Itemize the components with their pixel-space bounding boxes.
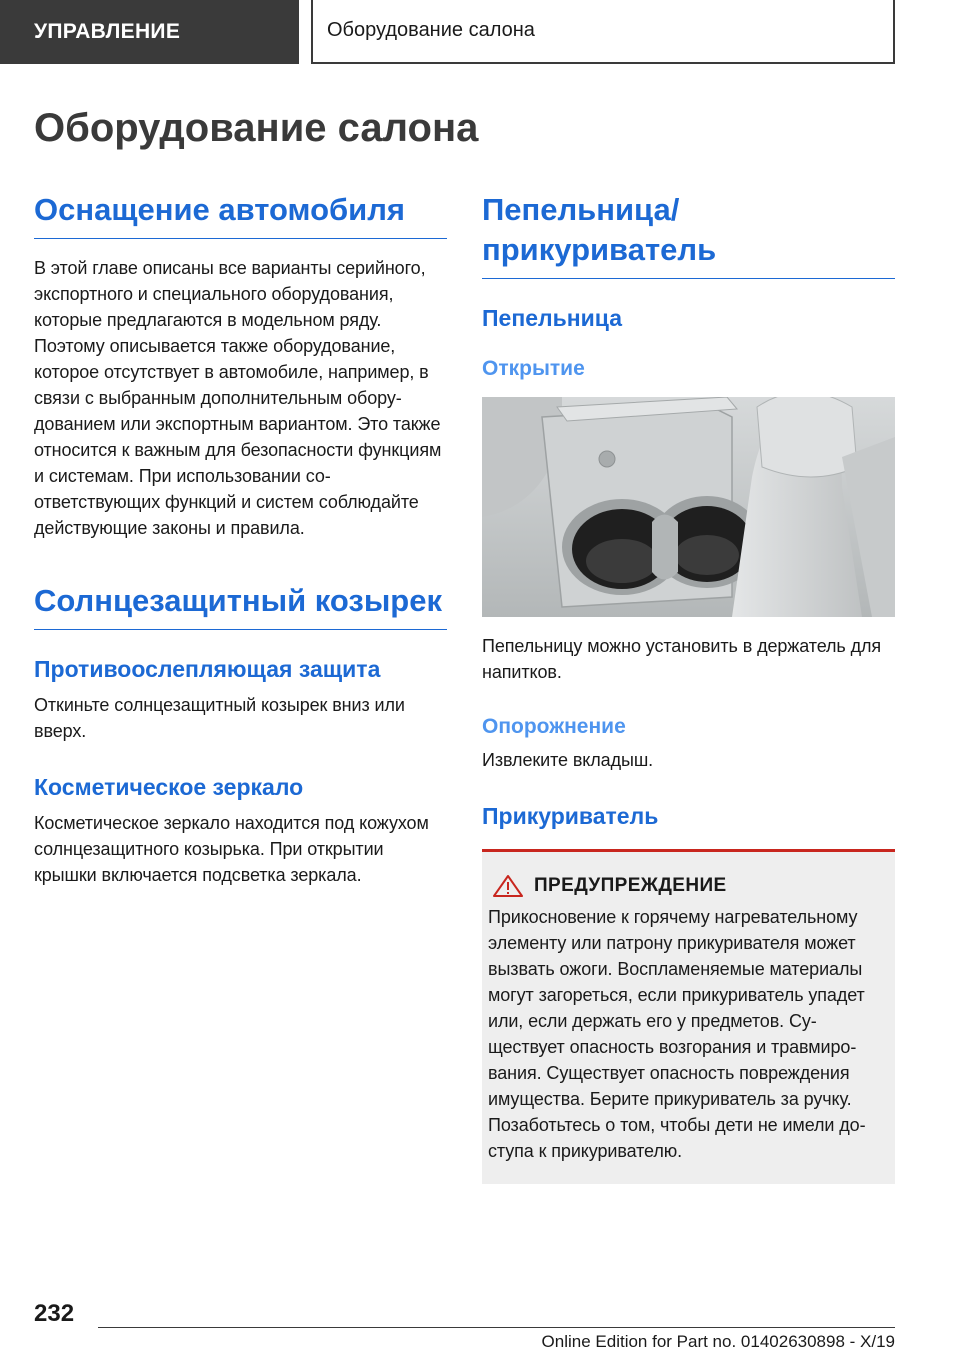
footer-edition: Online Edition for Part no. 01402630898 - X/19: [541, 1332, 895, 1351]
glare-protection-heading: Противоослепляющая защита: [34, 656, 381, 682]
equipment-heading: Оснащение автомобиля: [34, 190, 447, 239]
warning-box: [482, 849, 895, 1184]
page-title: Оборудование салона: [34, 106, 479, 150]
chapter-title-tab: Оборудование салона: [311, 0, 895, 64]
emptying-heading: Опорожнение: [482, 715, 626, 738]
warning-title: ПРЕДУПРЕЖДЕНИЕ: [534, 875, 727, 896]
vanity-mirror-heading: Косметическое зеркало: [34, 774, 304, 800]
ashtray-photo: [482, 397, 895, 617]
right-column: [482, 190, 895, 1184]
vanity-mirror-text: Косметическое зеркало находится под кожухом солнцезащитного козырька. При открытии крышки включается подсветка зеркала.: [34, 813, 429, 885]
left-column: [34, 190, 447, 888]
ashtray-heading: Пепельница: [482, 305, 622, 331]
emptying-text: Извлеките вкладыш.: [482, 750, 654, 770]
lighter-heading: Прикуриватель: [482, 803, 659, 829]
section-tab: УПРАВЛЕНИЕ: [0, 0, 299, 64]
warning-header: [488, 874, 885, 898]
page-number: 232: [34, 1300, 75, 1327]
ashtray-caption: Пепельницу можно установить в держатель для напитков.: [482, 636, 882, 682]
glare-protection-text: Откиньте солнцезащитный козырек вниз или вверх.: [34, 695, 405, 741]
ashtray-lighter-heading: Пепельница/ прикуриватель: [482, 190, 895, 279]
ashtray-illustration: [482, 397, 895, 617]
equipment-text: В этой главе описаны все варианты серийного, экспортного и специального оборудования, которые предлагаются в модельном ряду. Поэтому описывается также оборудование, которое отсутствует в автомобиле, например, в связи с выбранным дополнительным оборудованием или экспортным вариантом. Это также относится к важным для безопасности функциям и системам. При использовании соответствующих функций и систем соблюдайте действующие законы и правила.: [34, 258, 442, 538]
footer-divider: [98, 1327, 895, 1328]
sun-visor-heading: Солнцезащитный козырек: [34, 581, 447, 630]
warning-text: Прикосновение к горячему нагревательному элементу или патрону прикуривателя может вызвать ожоги. Воспламеняемые материалы могут загореться, если прикуриватель упадет или, если держать его у предметов. Существует опасность возгорания и травмирования. Существует опасность повреждения имущества. Берите прикуриватель за ручку. Позаботьтесь о том, чтобы дети не имели доступа к прикуривателю.: [488, 907, 866, 1161]
opening-heading: Открытие: [482, 357, 585, 380]
warning-triangle-icon: [492, 874, 524, 898]
